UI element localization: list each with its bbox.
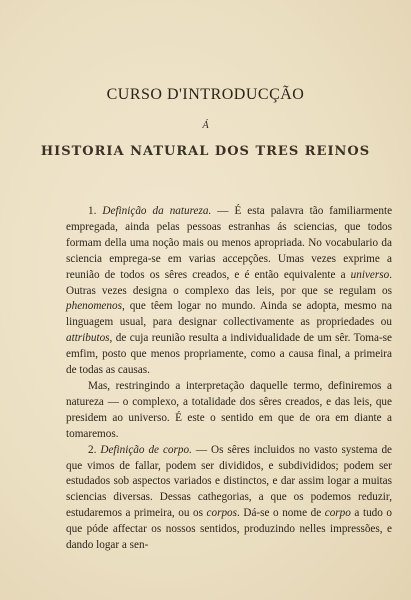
text-run: Mas, restringindo a interpretação daquelle termo, definiremos a natureza — o complexo, a totalidade dos sêres creados, e das leis, que presidem ao universo. É este o sentido em que de ora em diante a tomaremos. xyxy=(66,379,392,440)
paragraph-heading: Definição da natureza. xyxy=(102,205,212,217)
paragraph xyxy=(66,204,392,379)
heading-dash: — xyxy=(211,205,235,217)
paragraph-number: 2. xyxy=(88,443,97,456)
text-run: Os sêres incluidos no vasto systema de que vimos de fallar, podem ser divididos, e subdivididos; podem ser estudados sob aspectos variados e distinctos, e dar assim logar a muitas sciencias diversas. Dessas cathegorias, a que os podemos reduzir, estudaremos a primeira, ou os xyxy=(66,443,393,520)
text-run: , que têem logar no mundo. Ainda se adopta, mesmo na linguagem usual, para designar collectivamente as propriedades ou xyxy=(66,300,392,329)
page-subtitle: HISTORIA NATURAL DOS TRES REINOS xyxy=(40,144,371,159)
text-run: . Dá-se o nome de xyxy=(237,507,325,520)
text-run: corpo xyxy=(324,507,351,520)
text-run: attributos xyxy=(66,332,110,345)
paragraph xyxy=(66,379,392,443)
paragraph-heading: Definição de corpo. xyxy=(100,443,192,456)
paragraph-number: 1. xyxy=(88,205,97,217)
text-run: . Outras vezes designa o complexo das leis, por que se regulam os xyxy=(66,268,392,297)
text-run: a tudo o que póde affectar os nossos sentidos, produzindo nelles impressões, e dando logar a sen- xyxy=(66,507,393,552)
heading-dash: — xyxy=(191,443,211,456)
text-run: corpos xyxy=(206,507,238,520)
body-text xyxy=(66,204,392,554)
text-run: , de cuja reunião resulta a individualidade de um sêr. Toma-se emfim, posto que menos propriamente, como a causa final, a primeira de todas as causas. xyxy=(66,332,392,377)
text-run: phenomenos xyxy=(66,300,122,313)
title-connector: Á xyxy=(202,120,209,131)
text-run: universo xyxy=(350,268,390,281)
page-title: CURSO D'INTRODUCÇÃO xyxy=(106,86,305,103)
paragraph xyxy=(66,443,392,554)
text-run: É esta palavra tão familiarmente empregada, ainda pelas pessoas estranhas ás sciencias, que todos formam della uma noção mais ou menos apropriada. No vocabulario da sciencia emprega-se em varias accepções. Umas vezes exprime a reunião de todos os sêres creados, e é então equivalente a xyxy=(66,205,393,281)
